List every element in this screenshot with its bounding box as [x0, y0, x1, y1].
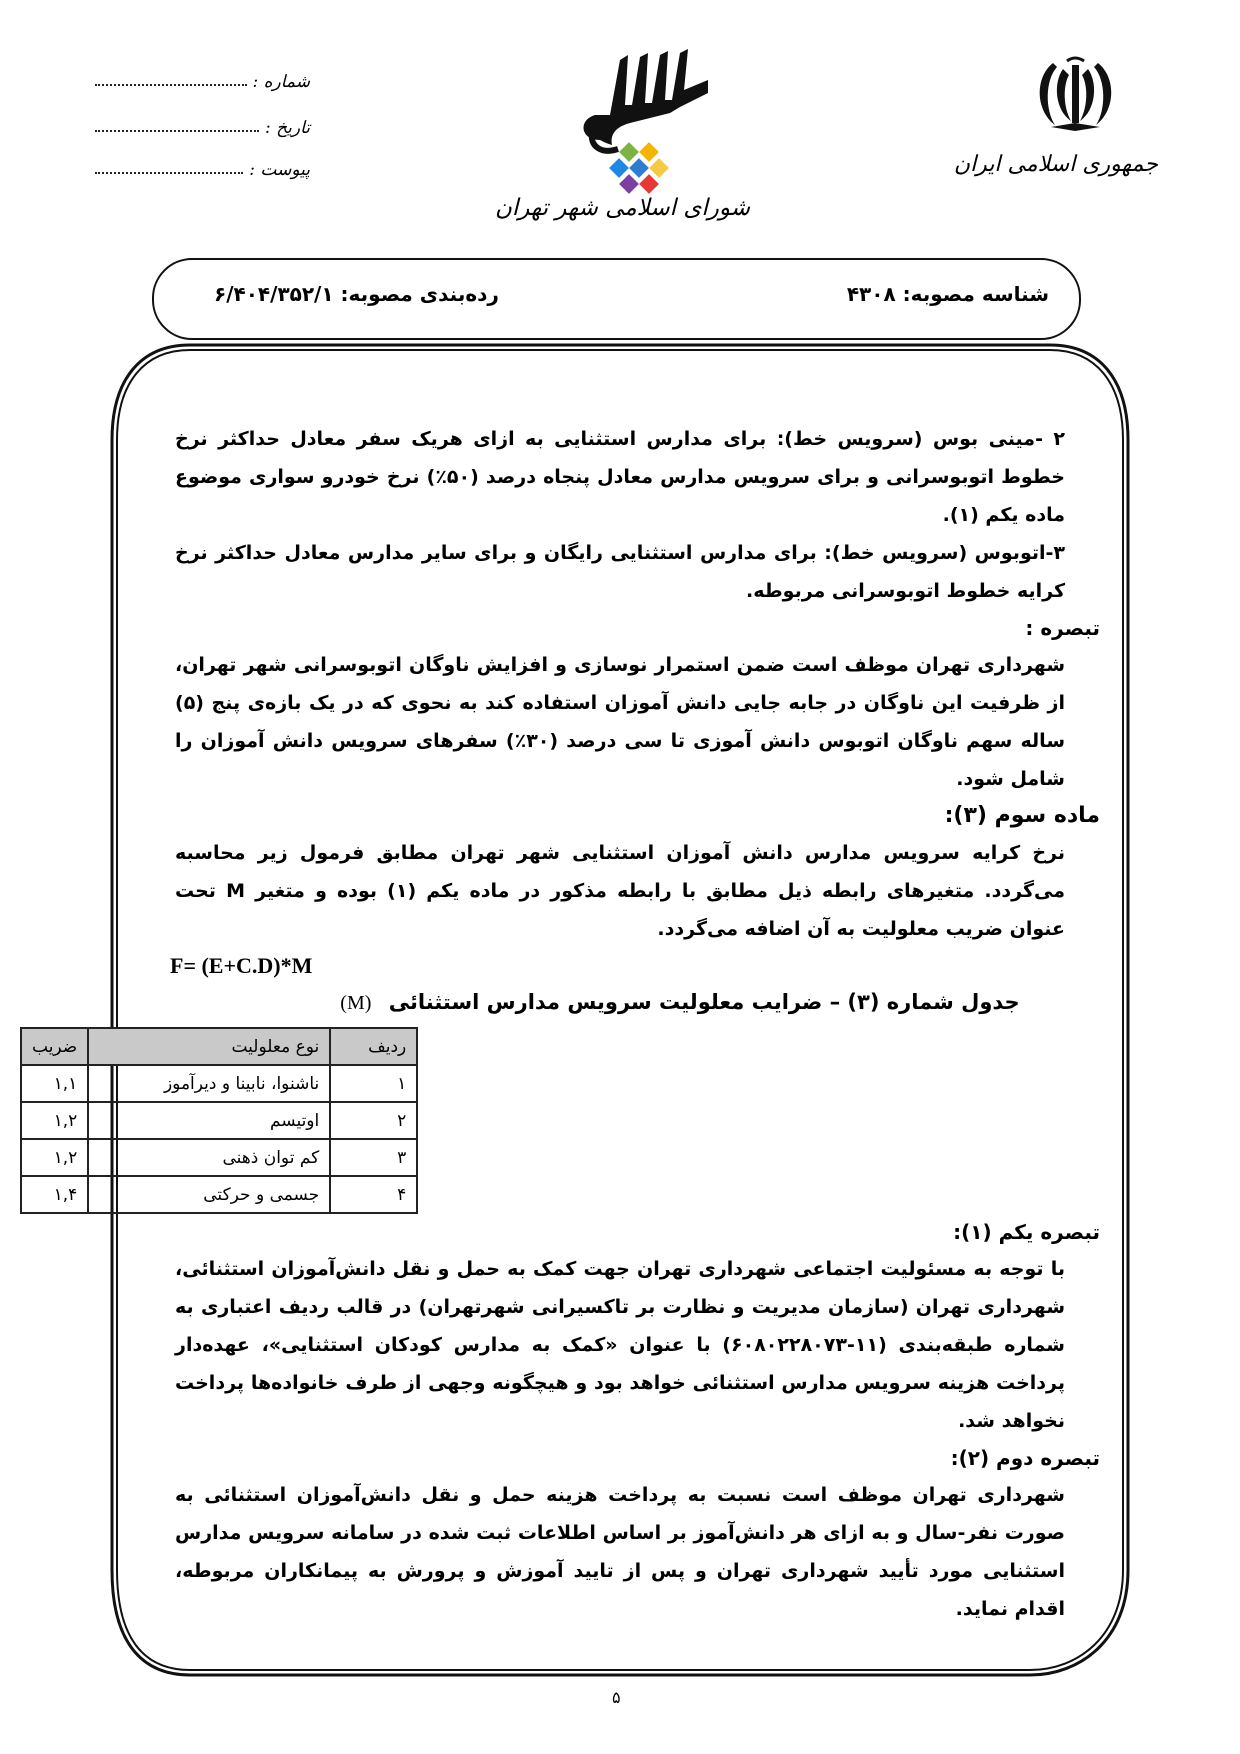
row-number: ۳: [330, 1139, 417, 1176]
header-row-number: ردیف: [330, 1028, 417, 1065]
table-row: [21, 1102, 417, 1139]
coefficient: ۱,۴: [21, 1176, 88, 1213]
table-row: [21, 1139, 417, 1176]
coefficient: ۱,۱: [21, 1065, 88, 1102]
disability-type: کم توان ذهنی: [88, 1139, 330, 1176]
council-caption: شورای اسلامی شهر تهران: [495, 195, 750, 221]
note-1-text: با توجه به مسئولیت اجتماعی شهرداری تهران جهت کمک به حمل و نقل دانش‌آموزان استثنائی، شهرداری تهران (سازمان مدیریت و نظارت بر تاکسیرانی شهرتهران) در قالب ردیف اعتباری به شماره طبقه‌بندی (۱۱-۶۰۸۰۲۲۸۰۷۳) با عنوان «کمک به مدارس کودکان استثنایی»، عهده‌دار پرداخت هزینه سرویس مدارس استثنائی خواهد بود و هیچگونه وجهی از طرف خانواده‌ها پرداخت نخواهد شد.: [175, 1258, 1065, 1432]
table-3-title: [235, 984, 1125, 1021]
table-row: [21, 1176, 417, 1213]
letter-number-label: شماره :: [252, 72, 310, 92]
resolution-class-value: ۶/۴۰۴/۳۵۲/۱: [214, 282, 334, 306]
item-3-bus: ۳-اتوبوس (سرویس خط): برای مدارس استثنایی رایگان و برای سایر مدارس معادل حداکثر نرخ کرایه خطوط اتوبوسرانی مربوطه.: [175, 542, 1065, 602]
disability-coefficient-table: [20, 1027, 418, 1214]
resolution-id-value: ۴۳۰۸: [846, 282, 896, 306]
page-number: ۵: [612, 1688, 621, 1707]
fare-formula: F= (E+C.D)*M: [170, 953, 313, 978]
coefficient: ۱,۲: [21, 1102, 88, 1139]
note-text: شهرداری تهران موظف است ضمن استمرار نوسازی و افزایش ناوگان اتوبوسرانی شهر تهران، از ظرفیت این ناوگان در جابه جایی دانش آموزان استفاده کند به نحوی که در یک بازه‌ی پنج (۵) ساله سهم ناوگان اتوبوس دانش آموزی تا سی درصد (۳۰٪) سفرهای سرویس دانش آموزان را شامل شود.: [175, 654, 1066, 790]
resolution-id-label: شناسه مصوبه:: [902, 282, 1049, 306]
disability-type: ناشنوا، نابینا و دیرآموز: [88, 1065, 330, 1102]
article-3-text: نرخ کرایه سرویس مدارس دانش آموزان استثنایی شهر تهران مطابق فرمول زیر محاسبه می‌گردد. متغیرهای رابطه ذیل مطابق با رابطه مذکور در ماده یکم (۱) بوده و متغیر M تحت عنوان ضریب معلولیت به آن اضافه می‌گردد.: [175, 842, 1065, 940]
resolution-class-label: رده‌بندی مصوبه:: [340, 282, 499, 306]
table-header-row: [21, 1028, 417, 1065]
note-1-heading: تبصره یکم (۱):: [953, 1220, 1100, 1244]
resolution-body: [32, 420, 1100, 1628]
table-3-title-symbol: (M): [340, 992, 372, 1014]
letter-date-label: تاریخ :: [265, 118, 310, 138]
header-coefficient: ضریب: [21, 1028, 88, 1065]
coefficient: ۱,۲: [21, 1139, 88, 1176]
table-row: [21, 1065, 417, 1102]
note-2-text: شهرداری تهران موظف است نسبت به پرداخت هزینه حمل و نقل دانش‌آموزان استثنائی به صورت نفر-سال و به ازای هر دانش‌آموز بر اساس اطلاعات ثبت شده در سامانه سرویس مدارس استثنایی مورد تأیید شهرداری تهران و پس از تایید آموزش و پرورش به پیمانکاران مربوطه، اقدام نماید.: [175, 1484, 1065, 1620]
note-2-heading: تبصره دوم (۲):: [950, 1446, 1100, 1470]
header-disability-type: نوع معلولیت: [88, 1028, 330, 1065]
article-3-heading: ماده سوم (۳):: [944, 803, 1100, 828]
row-number: ۲: [330, 1102, 417, 1139]
attachment-label: پیوست :: [249, 160, 310, 180]
row-number: ۴: [330, 1176, 417, 1213]
table-3-title-text: جدول شماره (۳) – ضرایب معلولیت سرویس مدارس استثنائی: [388, 990, 1020, 1014]
item-2-minibus: ۲ -مینی بوس (سرویس خط): برای مدارس استثنایی به ازای هریک سفر معادل حداکثر نرخ خطوط اتوبوسرانی و برای سرویس مدارس معادل پنجاه درصد (۵۰٪) نرخ خودرو سواری موضوع ماده یکم (۱).: [175, 428, 1065, 526]
disability-type: اوتیسم: [88, 1102, 330, 1139]
note-heading: تبصره :: [1025, 616, 1100, 640]
disability-type: جسمی و حرکتی: [88, 1176, 330, 1213]
row-number: ۱: [330, 1065, 417, 1102]
iran-emblem-caption: جمهوری اسلامی ایران: [953, 152, 1158, 177]
